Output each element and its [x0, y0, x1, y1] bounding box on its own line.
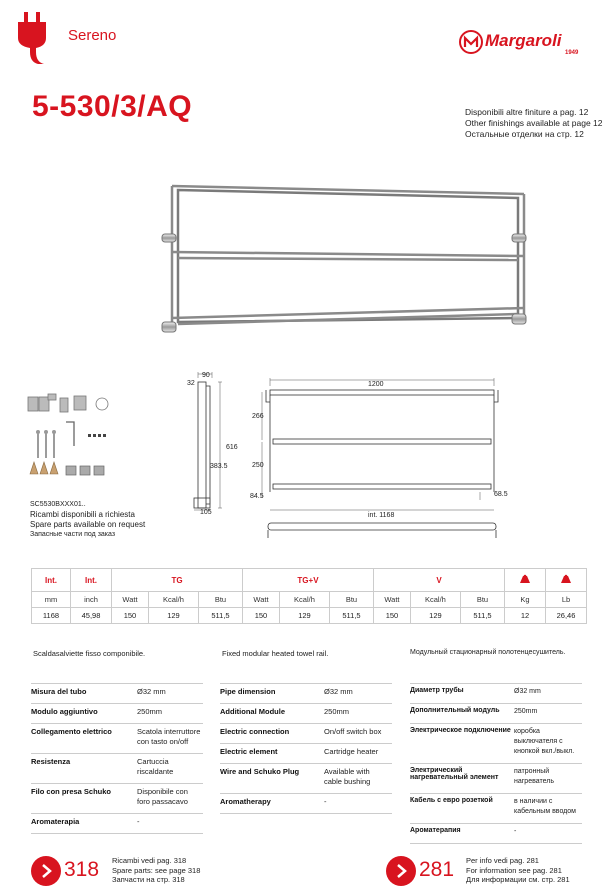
description-ru: Модульный стационарный полотенцесушитель. — [410, 649, 566, 656]
series-title: Sereno — [68, 27, 117, 44]
plug-icon — [14, 12, 50, 64]
weight-lb-icon — [546, 569, 587, 592]
dim-width: 1200 — [368, 381, 384, 388]
product-image — [158, 172, 538, 342]
dim-mid: 383.5 — [210, 463, 228, 470]
spec-header-row: Int. Int. TG TG+V V — [32, 569, 587, 592]
features-ru: Диаметр трубы Ø32 mm Дополнительный модуль 250mm Электрическое подключение коробка выключателя с кнопкой вкл./выкл. Электрический нагревательный элемент патронный нагреватель Кабель с евро розеткой в наличии с кабельным вводом Ароматерапия - — [410, 683, 582, 844]
description-it: Scaldasalviette fisso componibile. — [33, 649, 146, 658]
dim-bottom: 84.5 — [250, 493, 264, 500]
dim-interaxis: int. 1168 — [368, 512, 395, 519]
dim-top-depth: 90 — [202, 372, 210, 379]
spare-parts-note: SC5530BXXX01.. Ricambi disponibili a richiesta Spare parts available on request Запасные части под заказ — [30, 501, 146, 538]
spare-parts-image — [26, 392, 118, 484]
info-reference: Per info vedi pag. 281 For information see pag. 281 Для информации см. стр. 281 — [466, 856, 570, 884]
dim-bottom-depth: 105 — [200, 509, 212, 516]
spare-parts-reference: Ricambi vedi pag. 318 Spare parts: see page 318 Запчасти на стр. 318 — [112, 856, 201, 884]
brand-logo-icon — [459, 30, 483, 54]
availability-note: Disponibili altre finiture a pag. 12 Other finishings available at page 12 Остальные отделки на стр. 12 — [465, 107, 603, 139]
spec-units-row: mm inch Watt Kcal/h Btu Watt Kcal/h Btu Watt Kcal/h Btu Kg Lb — [32, 592, 587, 608]
dim-gap2: 250 — [252, 462, 264, 469]
features-en: Pipe dimension Ø32 mm Additional Module 250mm Electric connection On/off switch box Electric element Cartridge heater Wire and Schuko Plug Available with cable bushing Aromatherapy - — [220, 683, 392, 814]
dim-gap1: 266 — [252, 413, 264, 420]
spec-values-row: 1168 45,98 150 129 511,5 150 129 511,5 150 129 511,5 12 26,46 — [32, 608, 587, 624]
brand-year: 1949 — [565, 50, 579, 56]
info-link-icon[interactable] — [386, 856, 416, 886]
technical-drawing — [180, 370, 510, 560]
spare-parts-code: SC5530BXXX01.. — [30, 501, 86, 508]
spare-parts-link-icon[interactable] — [31, 856, 61, 886]
dim-height: 616 — [226, 444, 238, 451]
model-code: 5-530/3/AQ — [32, 90, 193, 123]
weight-kg-icon — [505, 569, 546, 592]
features-it: Misura del tubo Ø32 mm Modulo aggiuntivo 250mm Collegamento elettrico Scatola interruttore con tasto on/off Resistenza Cartuccia riscaldante Filo con presa Schuko Disponibile con foro passacavo Aromaterapia - — [31, 683, 203, 834]
brand-name: Margaroli — [485, 31, 562, 50]
info-page-number[interactable]: 281 — [419, 858, 455, 881]
spare-parts-page-number[interactable]: 318 — [64, 858, 100, 881]
spec-table — [31, 568, 587, 624]
dim-side: 68.5 — [494, 491, 508, 498]
description-en: Fixed modular heated towel rail. — [222, 649, 329, 658]
dim-wall-offset: 32 — [187, 380, 195, 387]
